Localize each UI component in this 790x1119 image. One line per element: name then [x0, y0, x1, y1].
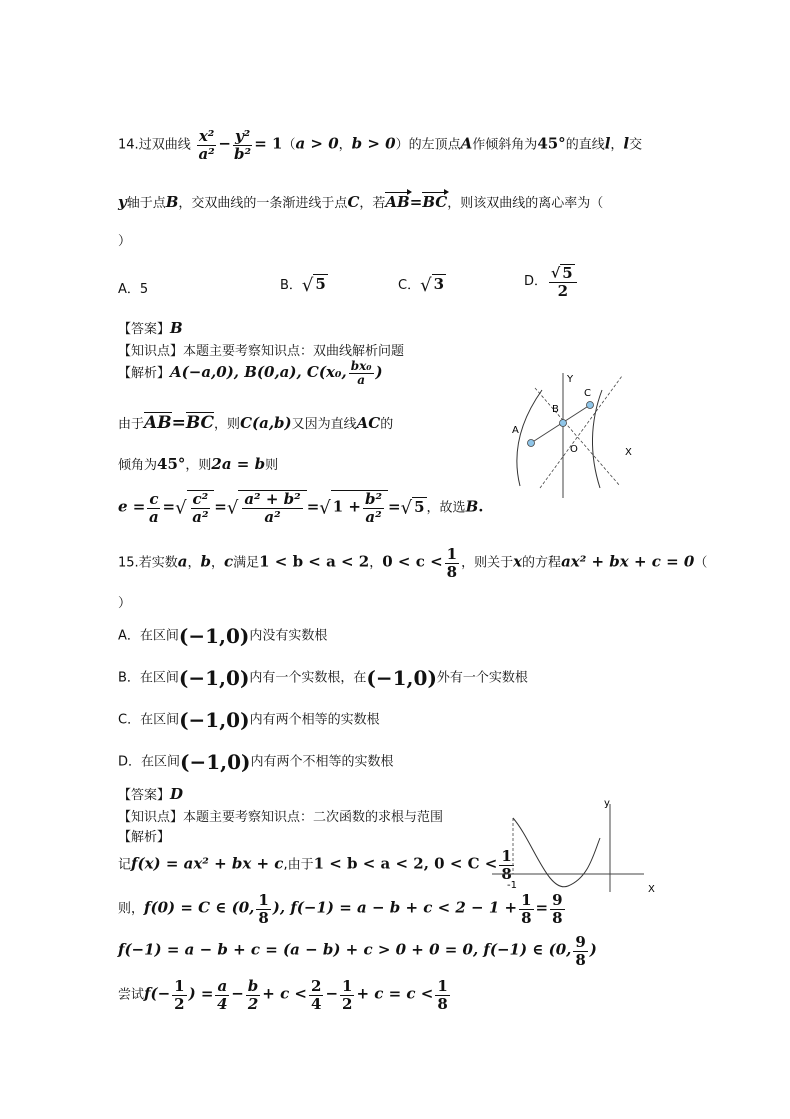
- interval: (−1,0): [366, 666, 437, 690]
- paren: ）: [118, 234, 132, 249]
- label-X: X: [648, 884, 655, 895]
- q15-option-a: [118, 624, 327, 648]
- fraction-y2-b2: [233, 128, 252, 162]
- point-C: C: [347, 193, 360, 211]
- denominator: 8: [575, 950, 586, 969]
- option-label: C．在区间: [118, 712, 180, 728]
- text: 由于: [118, 417, 145, 432]
- text: ,由于: [283, 857, 314, 873]
- interval: (−1,0): [178, 666, 250, 690]
- q15-answer: [118, 784, 183, 803]
- denominator: a: [357, 373, 366, 388]
- fraction: [445, 546, 459, 580]
- point-C-coords: C(a,b): [240, 414, 292, 432]
- label-y: y: [604, 798, 610, 809]
- text: 则: [265, 458, 279, 473]
- label-Y: Y: [567, 374, 574, 385]
- point-C-marker: [587, 402, 594, 409]
- numerator: a² + b²: [244, 490, 301, 508]
- formula: f(−: [144, 984, 171, 1003]
- radicand: 5: [315, 275, 326, 293]
- option-b: B．√ 5: [280, 275, 326, 296]
- separator: ，: [610, 137, 624, 153]
- separator: ，: [338, 137, 352, 153]
- answer-label: 【答案】: [118, 322, 171, 337]
- q14-text: 的左顶点: [408, 137, 461, 153]
- minus-sign: −: [218, 134, 231, 153]
- option-label: D．: [524, 274, 548, 290]
- fraction: [246, 978, 261, 1012]
- denominator: 8: [437, 994, 448, 1013]
- text: 的: [380, 417, 394, 432]
- q14-eccentricity: e = $\frac{c}{a}$ =√ $\frac{\text{c²}}{\text{a²}}$ =√ $\frac{\text{a² + b²}}{\text{a²}}$ =√ 1 + $\frac{\text{b²}}{\text{a²}}$ =√ 5 ，故选B.: [118, 490, 484, 526]
- option-text: 内有两个相等的实数根: [249, 712, 380, 728]
- fraction: [147, 491, 160, 525]
- numerator: 9: [552, 891, 563, 909]
- interval: (−1,0): [179, 708, 250, 732]
- fraction: [349, 360, 374, 387]
- line-l: l: [623, 134, 630, 153]
- denominator: a²: [198, 144, 215, 163]
- q15-analysis-line1: [118, 848, 516, 882]
- equals-sign: =: [409, 193, 423, 211]
- angle-45: 45°: [537, 134, 566, 153]
- fraction: [573, 934, 587, 968]
- vector-BC: BC: [185, 413, 215, 433]
- analysis-label: 【解析】: [118, 366, 171, 382]
- q15-text: 满足: [233, 555, 260, 571]
- denominator: 4: [311, 994, 322, 1013]
- numerator: y²: [234, 127, 251, 145]
- numerator: 9: [575, 933, 586, 951]
- denominator: 2: [247, 994, 259, 1013]
- paren: ): [589, 940, 597, 959]
- numerator: b: [247, 977, 259, 995]
- var-a: a: [177, 552, 188, 571]
- q14-knowledge: 【知识点】本题主要考察知识点：双曲线解析问题: [118, 344, 405, 359]
- minus-sign: −: [325, 984, 339, 1003]
- radicand: 5: [414, 497, 425, 516]
- equals-sign: =: [388, 497, 401, 516]
- option-text: 外有一个实数根: [436, 670, 528, 686]
- q14-text: 交: [629, 137, 643, 153]
- q15-line2: [118, 592, 131, 611]
- denominator: 8: [446, 562, 458, 581]
- denominator: 8: [501, 864, 512, 883]
- radicand: 3: [433, 275, 444, 293]
- numerator: 1: [342, 977, 353, 995]
- text: ，故选: [426, 500, 466, 516]
- q15-number: 15.: [118, 555, 139, 571]
- asymptote-2: [540, 376, 622, 488]
- q14-line3: [118, 230, 131, 249]
- fraction: [242, 491, 302, 525]
- separator: ，: [369, 555, 383, 571]
- fraction: [435, 978, 449, 1012]
- one-plus: 1 +: [332, 497, 361, 516]
- denominator: a²: [365, 507, 382, 526]
- equals-sign: =: [171, 413, 186, 433]
- numerator: b²: [364, 490, 383, 508]
- equals-sign: =: [162, 497, 176, 516]
- fraction: [309, 978, 323, 1012]
- formula: f(0) = C ∈ (0,: [144, 898, 255, 917]
- interval: (−1,0): [178, 624, 250, 648]
- separator: ，: [210, 555, 224, 571]
- q15-text: ，则关于: [461, 555, 514, 571]
- numerator: 1: [437, 977, 448, 995]
- paren: ): [375, 363, 383, 382]
- numerator: a: [217, 977, 228, 995]
- denominator: 8: [552, 908, 563, 927]
- numerator: 1: [258, 891, 269, 909]
- fraction: [215, 978, 229, 1012]
- numerator: 1: [446, 545, 458, 563]
- radicand: 5: [562, 264, 573, 282]
- minus-sign: −: [231, 984, 244, 1003]
- label-X: X: [625, 447, 632, 458]
- denominator: 2: [342, 994, 353, 1013]
- q14-analysis: [118, 360, 383, 387]
- vector-BC: BC: [422, 193, 448, 211]
- text: 记: [118, 857, 132, 873]
- parabola-curve: [513, 818, 600, 887]
- option-label: A．在区间: [118, 628, 179, 644]
- e-lhs: e =: [118, 497, 146, 516]
- numerator: c: [149, 490, 159, 508]
- asymptote-1: [535, 388, 620, 486]
- numerator: 1: [501, 847, 512, 865]
- option-label: B．: [280, 278, 302, 293]
- text: 尝试: [118, 987, 145, 1003]
- q14-analysis-line3: [118, 454, 278, 473]
- denominator: a²: [192, 507, 209, 526]
- q14-answer: [118, 318, 183, 337]
- label-C: C: [584, 388, 591, 399]
- option-label: B．在区间: [118, 670, 179, 686]
- paren: （: [282, 137, 296, 153]
- q14-text: 过双曲线: [138, 137, 191, 153]
- answer-B: B: [465, 497, 479, 516]
- text: 则，: [118, 901, 145, 917]
- text: 又因为直线: [291, 417, 357, 432]
- label-O: O: [570, 444, 578, 455]
- q15-analysis-line3: [118, 934, 597, 968]
- hyperbola-figure: [500, 368, 650, 500]
- parabola-figure: [488, 796, 658, 900]
- axis-y: y: [118, 193, 127, 211]
- fraction: [340, 978, 354, 1012]
- denominator: 2: [174, 994, 185, 1013]
- separator: ，: [187, 555, 201, 571]
- paren: ）: [395, 137, 409, 153]
- fraction: [256, 892, 270, 926]
- label-minus-one: -1: [507, 880, 517, 891]
- denominator: 4: [217, 994, 228, 1013]
- numerator: c²: [192, 490, 209, 508]
- numerator: 1: [521, 891, 532, 909]
- equals-sign: =: [306, 497, 320, 516]
- label-A: A: [512, 425, 519, 436]
- option-c: C．√ 3: [398, 275, 444, 296]
- denominator: a: [149, 507, 159, 526]
- var-c: c: [223, 552, 234, 571]
- numerator: bx₀: [350, 359, 372, 373]
- q15-text: 的方程: [522, 555, 562, 571]
- point-A: A: [460, 134, 473, 153]
- equation-rhs: = 1: [254, 134, 283, 153]
- quadratic-equation: ax² + bx + c = 0: [561, 552, 695, 571]
- q15-analysis-label: 【解析】: [118, 830, 171, 845]
- line-l: l: [604, 134, 611, 153]
- q14-line2: [118, 192, 603, 211]
- q14-line1: [118, 128, 642, 162]
- vector-AB: AB: [144, 413, 172, 433]
- equation: 2a = b: [211, 455, 266, 473]
- line-AC: AC: [356, 414, 381, 432]
- angle-45: 45°: [157, 455, 186, 473]
- formula: f(−1) = a − b + c = (a − b) + c > 0 + 0 = 0, f(−1) ∈ (0,: [118, 940, 572, 959]
- equals-sign: =: [535, 898, 549, 917]
- option-text: 内有两个不相等的实数根: [250, 754, 394, 770]
- denominator: a²: [264, 507, 281, 526]
- denominator: b²: [234, 144, 252, 163]
- condition-b: b > 0: [351, 134, 396, 153]
- paren: （: [694, 555, 708, 571]
- denominator: 8: [521, 908, 532, 927]
- option-text: 内有一个实数根，在: [249, 670, 367, 686]
- formula: ), f(−1) = a − b + c < 2 − 1 +: [272, 898, 518, 917]
- condition-1: 1 < b < a < 2: [259, 552, 370, 571]
- denominator: 2: [557, 281, 569, 300]
- numerator: x²: [198, 127, 215, 145]
- formula: + c <: [262, 984, 307, 1003]
- condition-a: a > 0: [295, 134, 339, 153]
- q15-option-d: [118, 750, 394, 774]
- label-B: B: [552, 404, 559, 415]
- option-text: 内没有实数根: [249, 628, 328, 644]
- point-B: B: [165, 193, 179, 211]
- paren: ）: [118, 596, 132, 611]
- option-label: C．: [398, 278, 421, 293]
- points-formula: A(−a,0), B(0,a), C(x₀,: [170, 363, 347, 382]
- point-B-marker: [560, 420, 567, 427]
- interval: (−1,0): [180, 750, 251, 774]
- q14-text: ，交双曲线的一条渐进线于点: [178, 196, 348, 211]
- function-def: f(x) = ax² + bx + c: [131, 854, 284, 873]
- answer-label: 【答案】: [118, 788, 171, 803]
- denominator: 8: [258, 908, 269, 927]
- answer-value: B: [170, 319, 183, 337]
- text: ，则: [214, 417, 241, 432]
- q15-line1: [118, 546, 707, 580]
- fraction: $\frac{√ 5}{2}$: [549, 264, 577, 299]
- formula: + c = c <: [356, 984, 434, 1003]
- text: ，则: [185, 458, 212, 473]
- condition: 1 < b < a < 2, 0 < C <: [313, 854, 498, 873]
- q15-analysis-line4: [118, 978, 452, 1012]
- fraction: [363, 491, 384, 525]
- q14-text: 作倾斜角为: [472, 137, 538, 153]
- q14-text: ，若: [359, 196, 386, 211]
- point-A-marker: [528, 440, 535, 447]
- text: 倾角为: [118, 458, 158, 473]
- fraction: [191, 491, 211, 525]
- numerator: 2: [311, 977, 322, 995]
- option-d: [524, 264, 579, 299]
- q14-text: 的直线: [565, 137, 605, 153]
- var-x: x: [513, 552, 523, 571]
- answer-value: D: [170, 785, 184, 803]
- q15-knowledge: 【知识点】本题主要考察知识点：二次函数的求根与范围: [118, 810, 444, 825]
- q14-text: ，则该双曲线的离心率为（: [447, 196, 604, 211]
- equals-sign: =: [214, 497, 227, 516]
- q15-option-b: [118, 666, 528, 690]
- q15-text: 若实数: [138, 555, 178, 571]
- option-a: A．5: [118, 282, 149, 297]
- period: .: [478, 497, 484, 516]
- fraction: [172, 978, 186, 1012]
- var-b: b: [200, 552, 211, 571]
- formula: ) =: [188, 984, 214, 1003]
- q14-text: 轴于点: [126, 196, 166, 211]
- condition-2: 0 < c <: [382, 552, 443, 571]
- fraction-x2-a2: [197, 128, 217, 162]
- option-label: D．在区间: [118, 754, 181, 770]
- vector-AB: AB: [385, 193, 410, 211]
- q14-number: 14.: [118, 137, 139, 153]
- q14-analysis-line2: [118, 412, 393, 433]
- numerator: 1: [174, 977, 185, 995]
- q15-option-c: [118, 708, 380, 732]
